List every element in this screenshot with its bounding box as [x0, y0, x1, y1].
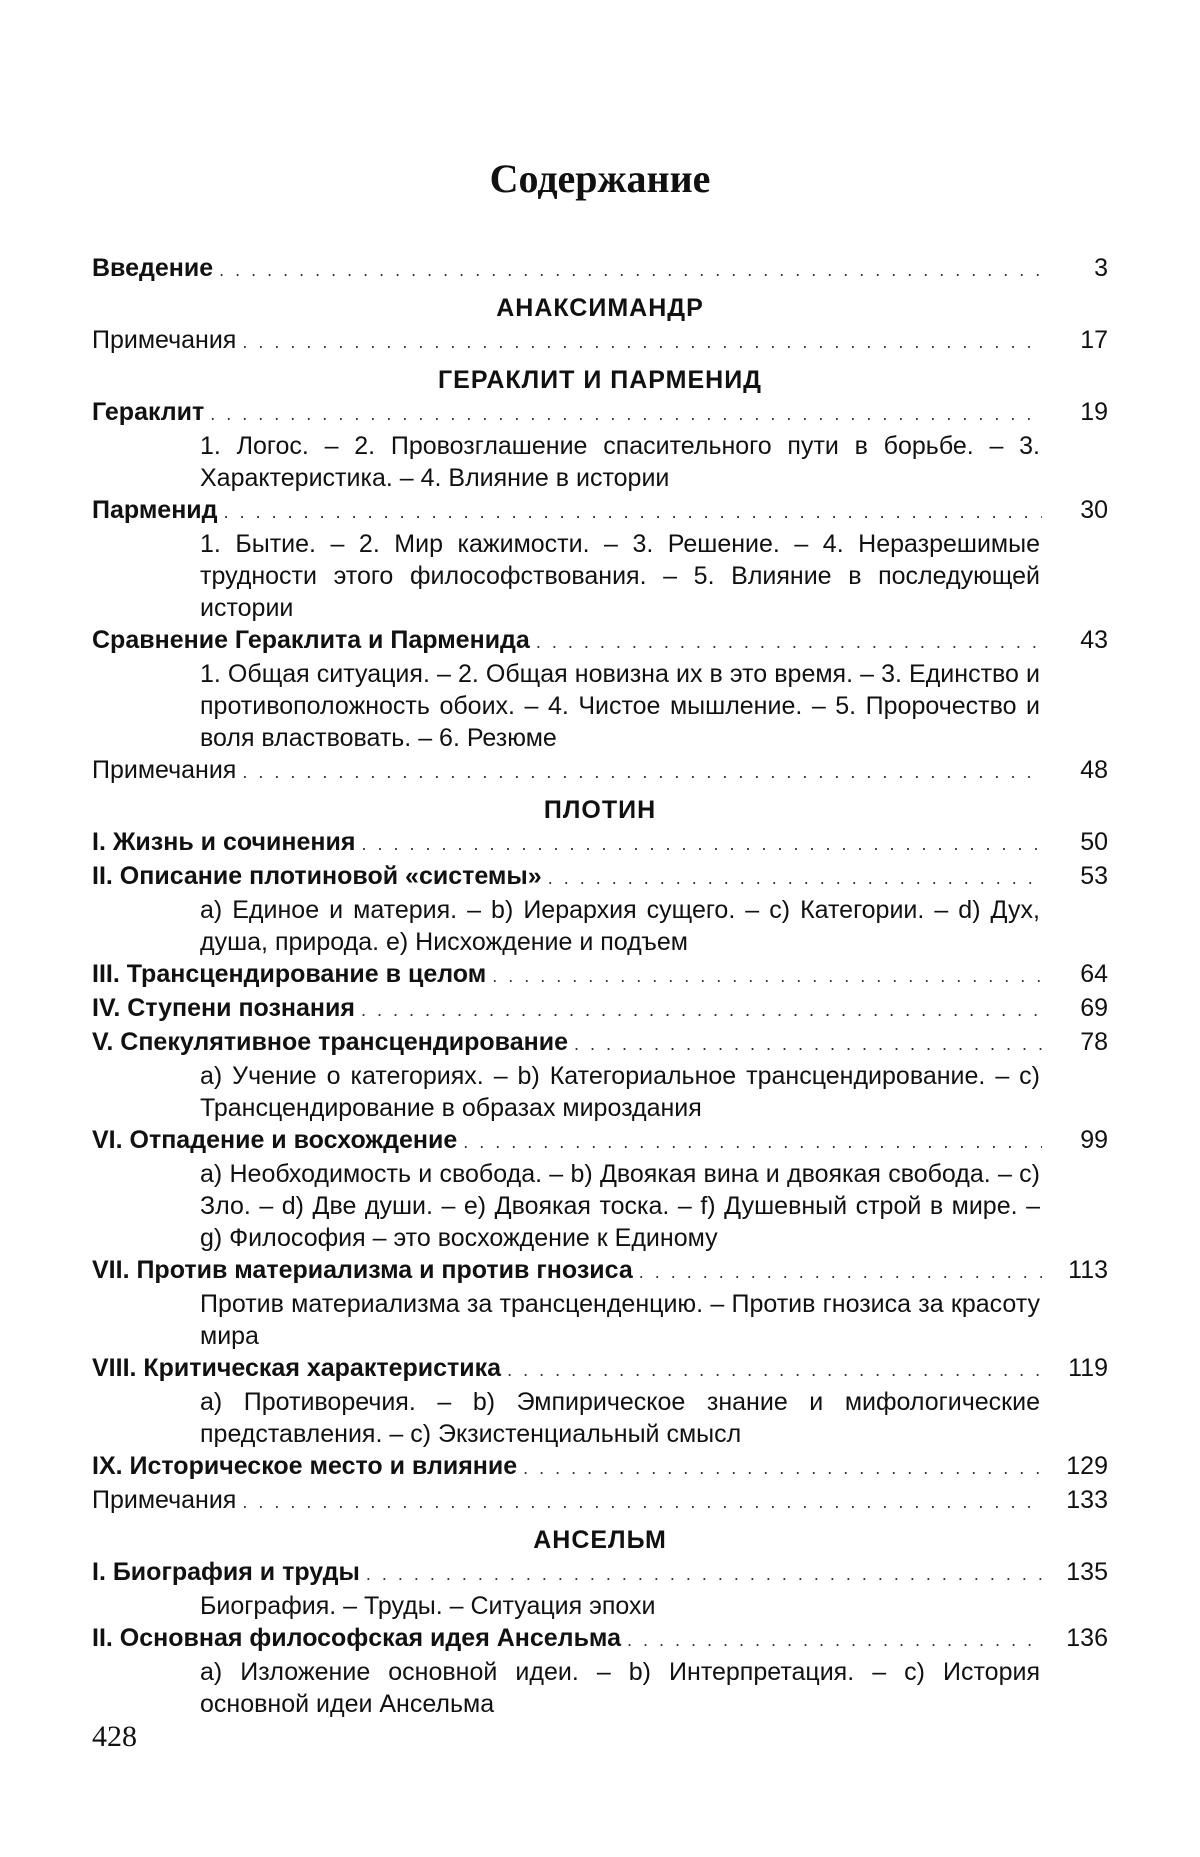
- toc-entry-page: 69: [1080, 994, 1108, 1022]
- toc-entry-title: IX. Историческое место и влияние: [92, 1452, 518, 1480]
- dot-leader: [639, 1256, 1042, 1288]
- toc-subitems: a) Учение о категориях. – b) Категориальное трансцендирование. – c) Трансцендирование в образах мироздания: [200, 1062, 1040, 1122]
- toc-subitems: a) Изложение основной идеи. – b) Интерпретация. – c) История основной идеи Ансельма: [200, 1658, 1040, 1718]
- toc-entry: [92, 1026, 1108, 1060]
- toc-entry-title: III. Трансцендирование в целом: [92, 960, 487, 988]
- section-heading: ГЕРАКЛИТ И ПАРМЕНИД: [438, 366, 762, 394]
- toc-entry-page: 53: [1080, 862, 1108, 890]
- dot-leader: [242, 1486, 1042, 1518]
- toc-entry-title: V. Спекулятивное трансцендирование: [92, 1028, 568, 1056]
- toc-entry: [92, 1352, 1108, 1386]
- toc-entry-page: 50: [1080, 828, 1108, 856]
- toc-entry: [92, 1450, 1108, 1484]
- toc-entry: [92, 1254, 1108, 1288]
- toc-entry: [92, 860, 1108, 894]
- dot-leader: [361, 994, 1042, 1026]
- page-title: Содержание: [489, 156, 711, 201]
- dot-leader: [523, 1452, 1042, 1484]
- toc-entry-title: VI. Отпадение и восхождение: [92, 1126, 458, 1154]
- dot-leader: [463, 1126, 1042, 1158]
- toc-entry-page: 30: [1080, 496, 1108, 524]
- dot-leader: [242, 756, 1042, 788]
- dot-leader: [507, 1354, 1042, 1386]
- toc-entry-title: II. Основная философская идея Ансельма: [92, 1624, 622, 1652]
- toc-subitems: 1. Общая ситуация. – 2. Общая новизна их в это время. – 3. Единство и противоположность обоих. – 4. Чистое мышление. – 5. Пророчество и воля властвовать. – 6. Резюме: [200, 660, 1040, 752]
- page-number: 428: [92, 1720, 137, 1753]
- toc-entry-title: Сравнение Гераклита и Парменида: [92, 626, 530, 654]
- toc-entry-page: 48: [1080, 756, 1108, 784]
- toc-entry: [92, 494, 1108, 528]
- toc-entry-title: VII. Против материализма и против гнозиса: [92, 1256, 633, 1284]
- dot-leader: [492, 960, 1042, 992]
- dot-leader: [219, 254, 1042, 286]
- toc-entry-page: 64: [1080, 960, 1108, 988]
- toc-entry: [92, 958, 1108, 992]
- toc-subitems: a) Противоречия. – b) Эмпирическое знание и мифологические представления. – c) Экзистенциальный смысл: [200, 1388, 1040, 1448]
- toc-entry-page: 19: [1080, 398, 1108, 426]
- section-heading: ПЛОТИН: [543, 796, 657, 824]
- toc-entry-page: 43: [1080, 626, 1108, 654]
- toc-subitems: 1. Бытие. – 2. Мир кажимости. – 3. Решение. – 4. Неразрешимые трудности этого философствования. – 5. Влияние в последующей истории: [200, 530, 1040, 622]
- dot-leader: [627, 1624, 1042, 1656]
- toc-subitems: a) Необходимость и свобода. – b) Двоякая вина и двоякая свобода. – c) Зло. – d) Две души. – e) Двоякая тоска. – f) Душевный строй в мире. – g) Философия – это восхождение к Единому: [200, 1160, 1040, 1252]
- toc-entry-title: I. Жизнь и сочинения: [92, 828, 356, 856]
- toc-entry: [92, 1124, 1108, 1158]
- toc-entry-page: 17: [1080, 326, 1108, 354]
- toc-entry-title: I. Биография и труды: [92, 1558, 360, 1586]
- toc-entry-title: Введение: [92, 254, 214, 282]
- toc-entry: [92, 826, 1108, 860]
- toc-entry-title: VIII. Критическая характеристика: [92, 1354, 502, 1382]
- toc-entry: [92, 992, 1108, 1026]
- toc-entry-page: 136: [1066, 1624, 1108, 1652]
- toc-subitems: Против материализма за трансценденцию. – Против гнозиса за красоту мира: [200, 1290, 1040, 1350]
- toc-entry: [92, 396, 1108, 430]
- toc-entry-title: II. Описание плотиновой «системы»: [92, 862, 542, 890]
- toc-entry: [92, 754, 1108, 788]
- toc-entry: [92, 1622, 1108, 1656]
- toc-entry-page: 129: [1066, 1452, 1108, 1480]
- toc-entry-page: 135: [1066, 1558, 1108, 1586]
- toc-entry-title: Гераклит: [92, 398, 205, 426]
- dot-leader: [536, 626, 1042, 658]
- toc-subitems: 1. Логос. – 2. Провозглашение спасительного пути в борьбе. – 3. Характеристика. – 4. Влияние в истории: [200, 432, 1040, 492]
- toc-subitems: a) Единое и материя. – b) Иерархия сущего. – c) Категории. – d) Дух, душа, природа. e) Нисхождение и подъем: [200, 896, 1040, 956]
- toc-entry-title: Примечания: [92, 1486, 237, 1514]
- table-of-contents: [92, 252, 1108, 1720]
- dot-leader: [574, 1028, 1042, 1060]
- toc-entry: [92, 1484, 1108, 1518]
- dot-leader: [366, 1558, 1042, 1590]
- dot-leader: [361, 828, 1042, 860]
- toc-entry-title: IV. Ступени познания: [92, 994, 355, 1022]
- dot-leader: [210, 398, 1042, 430]
- toc-entry-title: Примечания: [92, 756, 237, 784]
- toc-entry-title: Парменид: [92, 496, 218, 524]
- dot-leader: [224, 496, 1042, 528]
- toc-entry-page: 133: [1066, 1486, 1108, 1514]
- toc-entry: [92, 1556, 1108, 1590]
- dot-leader: [548, 862, 1042, 894]
- toc-entry-title: Примечания: [92, 326, 237, 354]
- toc-entry-page: 113: [1068, 1256, 1108, 1284]
- toc-entry-page: 78: [1080, 1028, 1108, 1056]
- toc-subitems: Биография. – Труды. – Ситуация эпохи: [200, 1592, 656, 1620]
- toc-entry-page: 119: [1068, 1354, 1108, 1382]
- toc-entry: [92, 624, 1108, 658]
- toc-entry: [92, 324, 1108, 358]
- dot-leader: [242, 326, 1042, 358]
- toc-entry-page: 3: [1094, 254, 1108, 282]
- toc-entry: [92, 252, 1108, 286]
- section-heading: АНСЕЛЬМ: [533, 1526, 667, 1554]
- toc-entry-page: 99: [1080, 1126, 1108, 1154]
- section-heading: АНАКСИМАНДР: [496, 294, 704, 322]
